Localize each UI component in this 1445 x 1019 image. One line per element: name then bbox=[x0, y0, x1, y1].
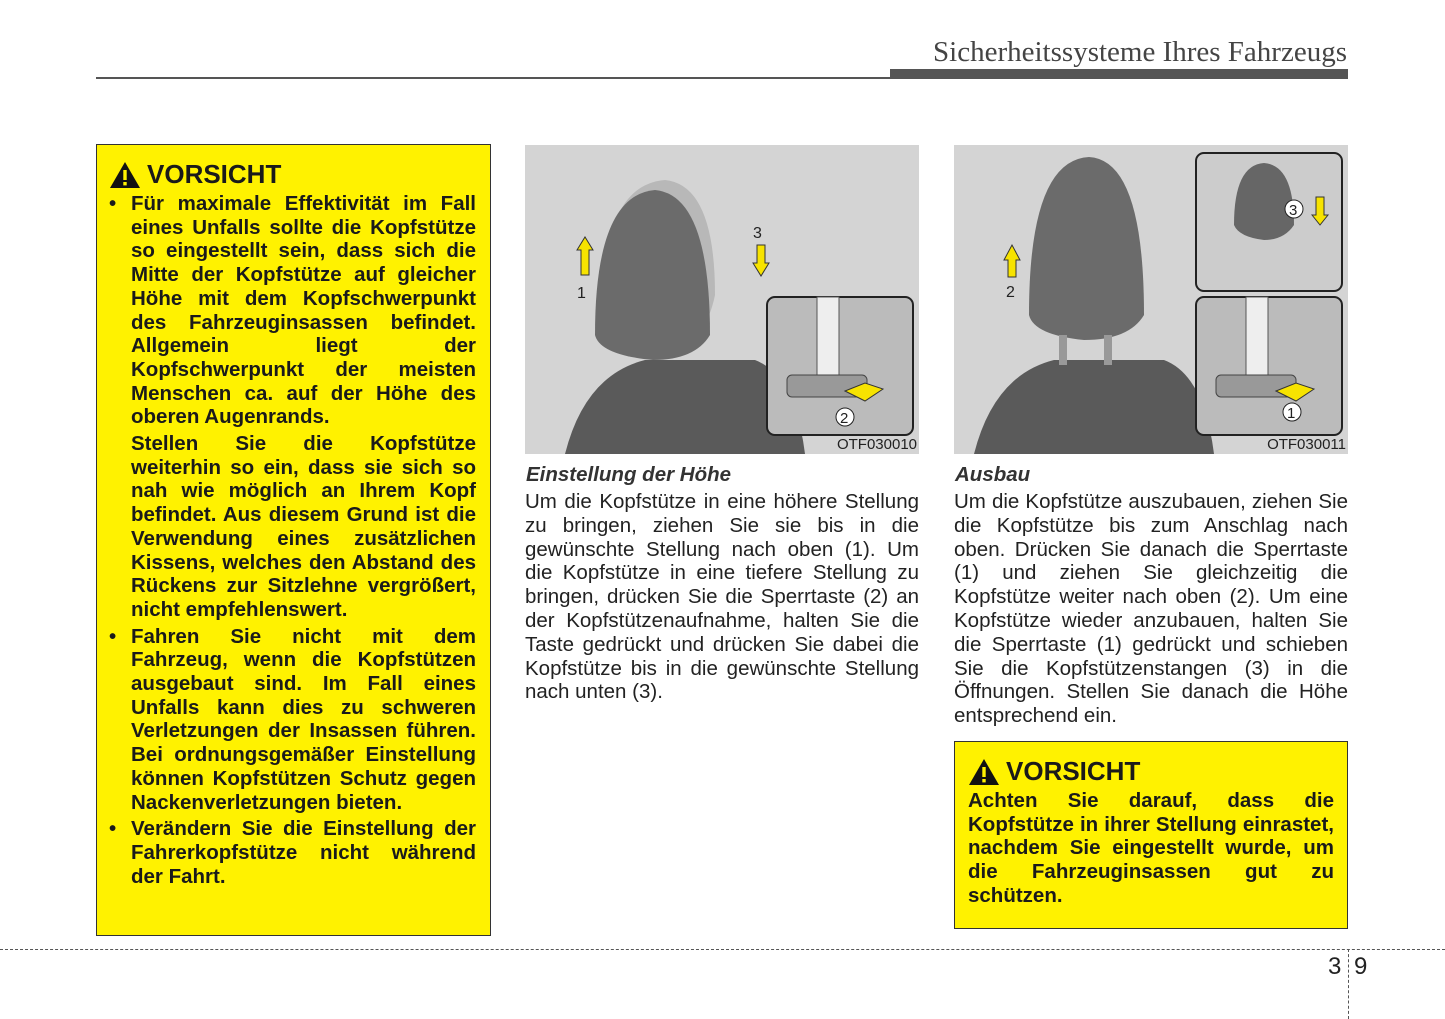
section-body: Um die Kopfstütze auszubauen, ziehen Sie die Kopfstütze bis zum Anschlag nach oben. Drücken Sie danach die Sperrtaste (1) und ziehen Sie gleichzeitig die Kopfstütze weiter nach oben (2). Um eine Kopfstütze wieder anzubauen, halten Sie die Sperrtaste (1) gedrückt und schieben Sie die Kopfstützenstangen (3) in die Öffnungen. Stellen Sie danach die Höhe entsprechend ein. bbox=[954, 490, 1348, 728]
caution-heading bbox=[109, 159, 476, 190]
footer-rule bbox=[0, 949, 1445, 950]
caution-title: VORSICHT bbox=[1006, 756, 1141, 786]
callout-3: 3 bbox=[753, 225, 762, 242]
warning-triangle-icon bbox=[109, 161, 141, 189]
callout-2: 2 bbox=[840, 410, 849, 427]
section-caption: Einstellung der Höhe bbox=[526, 463, 732, 486]
caution-paragraph: • Verändern Sie die Einstellung der Fahrerkopfstütze nicht während der Fahrt. bbox=[131, 817, 476, 888]
caution-heading bbox=[968, 756, 1334, 787]
caution-paragraph: Stellen Sie die Kopfstütze weiterhin so ein, dass sie sich so nah wie möglich an Ihrem Kopf befindet. Aus diesem Grund ist die Verwendung eines zusätzlichen Kissens, welches den Abstand des Rückens zur Sitzlehne vergrößert, nicht empfehlenswert. bbox=[131, 432, 476, 621]
caution-title: VORSICHT bbox=[147, 159, 282, 189]
caution-box-right bbox=[954, 741, 1348, 929]
section-header: Sicherheitssysteme Ihres Fahrzeugs bbox=[933, 36, 1347, 68]
warning-triangle-icon bbox=[968, 758, 1000, 786]
caution-paragraph: • Für maximale Effektivität im Fall eines Unfalls sollte die Kopfstütze so eingestellt sein, dass sich die Mitte der Kopfstütze auf gleicher Höhe mit dem Kopfschwerpunkt des Fahrzeuginsassen befindet. Allgemein liegt der Kopfschwerpunkt der meisten Menschen ca. auf der Höhe des oberen Augenrands. bbox=[131, 192, 476, 429]
caution-text: Achten Sie darauf, dass die Kopfstütze in ihrer Stellung einrastet, nachdem Sie eingestellt wurde, um die Fahrzeuginsassen gut zu schützen. bbox=[968, 789, 1334, 907]
caution-item bbox=[109, 817, 476, 888]
callout-1: 1 bbox=[577, 285, 586, 302]
figure-code: OTF030010 bbox=[836, 436, 917, 453]
caution-box-left bbox=[96, 144, 491, 936]
figure-height-adjustment bbox=[525, 145, 919, 454]
caution-item bbox=[109, 192, 476, 622]
headrest-removal-illustration bbox=[954, 145, 1348, 454]
section-caption: Ausbau bbox=[955, 463, 1031, 486]
page-number: 9 bbox=[1354, 953, 1368, 980]
header-bar bbox=[890, 69, 1348, 79]
section-body: Um die Kopfstütze in eine höhere Stellung zu bringen, ziehen Sie sie bis in die gewünschte Stellung nach oben (1). Um die Kopfstütze in eine tiefere Stellung zu bringen, drücken Sie die Sperrtaste (2) an der Kopfstützenaufnahme, halten Sie die Taste gedrückt und drücken Sie dabei die Kopfstütze bis in die gewünschte Stellung nach unten (3). bbox=[525, 490, 919, 704]
callout-1: 1 bbox=[1287, 405, 1296, 422]
callout-3: 3 bbox=[1289, 202, 1298, 219]
caution-item bbox=[109, 625, 476, 815]
headrest-illustration bbox=[525, 145, 919, 454]
figure-removal bbox=[954, 145, 1348, 454]
caution-paragraph: • Fahren Sie nicht mit dem Fahrzeug, wenn die Kopfstützen ausgebaut sind. Im Fall eines Unfalls kann dies zu schweren Verletzungen der Insassen führen. Bei ordnungsgemäßer Einstellung können Kopfstützen Schutz gegen Nackenverletzungen bieten. bbox=[131, 624, 476, 814]
page-divider bbox=[1348, 949, 1349, 1019]
callout-2: 2 bbox=[1006, 284, 1015, 301]
figure-code: OTF030011 bbox=[1267, 436, 1346, 453]
chapter-number: 3 bbox=[1328, 953, 1342, 980]
